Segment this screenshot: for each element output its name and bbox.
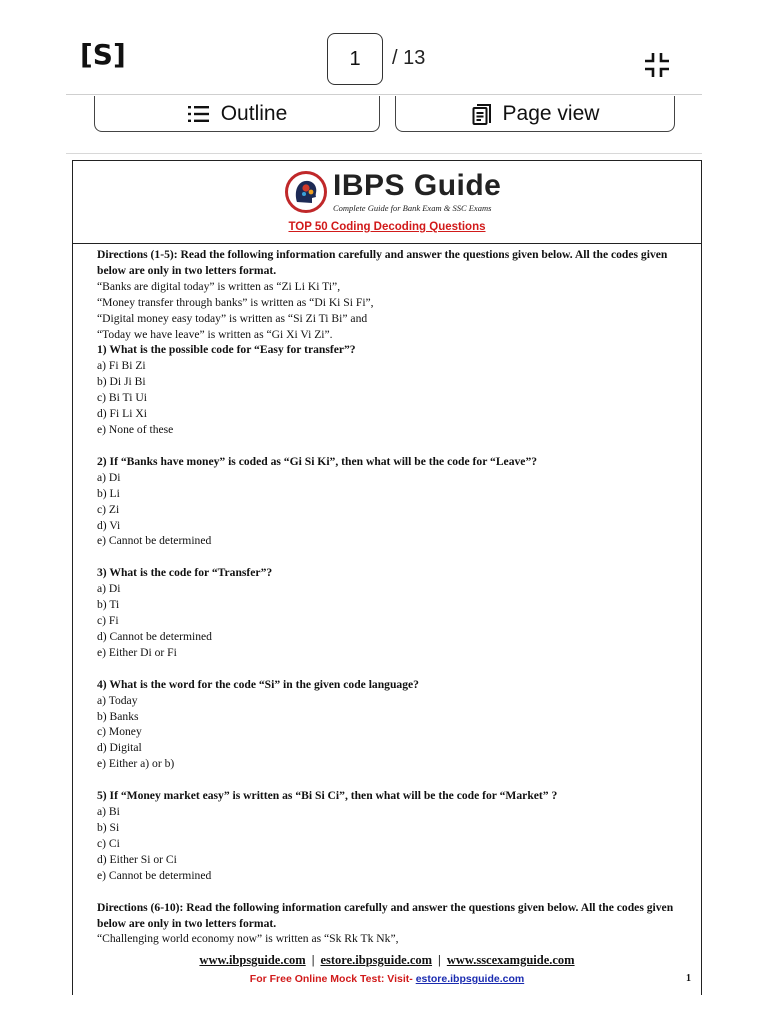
footer-mock-link[interactable]: estore.ibpsguide.com (415, 973, 525, 985)
statement: “Digital money easy today” is written as “Si Zi Ti Bi” and (97, 311, 368, 325)
question-3: 3) What is the code for “Transfer”? (97, 566, 273, 580)
outline-list-icon (187, 104, 211, 124)
footer-mock-text: For Free Online Mock Test: Visit- (249, 973, 413, 985)
tab-page-view[interactable] (395, 96, 675, 132)
question-1: 1) What is the possible code for “Easy for transfer”? (97, 343, 356, 357)
document-page (72, 160, 702, 995)
option: e) None of these (97, 422, 174, 436)
option: a) Di (97, 470, 121, 484)
option: d) Either Si or Ci (97, 852, 177, 866)
document-subtitle: TOP 50 Coding Decoding Questions (288, 221, 486, 233)
footer-link-ibpsguide[interactable]: www.ibpsguide.com (199, 953, 306, 967)
option: c) Fi (97, 614, 119, 628)
footer-link-sscexamguide[interactable]: www.sscexamguide.com (446, 953, 575, 967)
document-footer-mock (73, 973, 701, 985)
option: d) Digital (97, 741, 142, 755)
head-gears-icon (285, 171, 327, 213)
directions-1: Directions (1-5): Read the following information carefully and answer the questions given below. All the codes given below are only in two letters format. (97, 248, 668, 277)
toolbar-divider (66, 94, 702, 95)
option: c) Zi (97, 502, 120, 516)
collapse-icon[interactable] (644, 52, 670, 78)
option: c) Money (97, 725, 142, 739)
document-footer-links (73, 953, 701, 968)
statement: “Banks are digital today” is written as “Zi Li Ki Ti”, (97, 279, 341, 293)
page-total-label: / 13 (392, 47, 426, 69)
logo-tagline: Complete Guide for Bank Exam & SSC Exams (333, 203, 492, 213)
option: e) Cannot be determined (97, 534, 212, 548)
document-header (73, 161, 701, 244)
option: b) Di Ji Bi (97, 375, 146, 389)
page-view-icon (471, 102, 493, 126)
logo-title: IBPS Guide (333, 169, 502, 202)
statement: “Money transfer through banks” is written as “Di Ki Si Fi”, (97, 295, 374, 309)
document-body (97, 247, 681, 947)
footer-separator: | (438, 953, 441, 967)
document-page-number: 1 (686, 973, 691, 984)
ibps-logo (285, 171, 501, 213)
option: a) Fi Bi Zi (97, 359, 146, 373)
directions-2: Directions (6-10): Read the following information carefully and answer the questions given below. All the codes given below are only in two letters format. (97, 900, 674, 930)
option: d) Vi (97, 518, 121, 532)
question-4: 4) What is the word for the code “Si” in the given code language? (97, 677, 419, 691)
option: c) Ci (97, 836, 120, 850)
option: a) Bi (97, 805, 120, 819)
footer-link-estore[interactable]: estore.ibpsguide.com (320, 953, 433, 967)
app-logo[interactable]: [S] (80, 38, 126, 71)
question-5: 5) If “Money market easy” is written as “Bi Si Ci”, then what will be the code for “Market” ? (97, 789, 558, 803)
option: d) Fi Li Xi (97, 407, 147, 421)
option: e) Cannot be determined (97, 868, 212, 882)
option: b) Si (97, 821, 120, 834)
option: b) Banks (97, 709, 139, 723)
page-number-input[interactable]: 1 (327, 33, 383, 85)
tabs-bottom-divider (66, 153, 702, 154)
tab-page-view-label: Page view (502, 101, 600, 125)
tab-outline-label: Outline (220, 101, 288, 125)
option: a) Di (97, 582, 121, 596)
option: b) Ti (97, 598, 120, 612)
statement: “Challenging world economy now” is written as “Sk Rk Tk Nk”, (97, 932, 399, 946)
option: a) Today (97, 693, 138, 707)
statement: “Today we have leave” is written as “Gi Xi Vi Zi”. (97, 327, 333, 341)
option: d) Cannot be determined (97, 629, 212, 643)
option: b) Li (97, 486, 120, 500)
tab-outline[interactable] (94, 96, 380, 132)
viewer-toolbar (0, 0, 768, 92)
option: e) Either a) or b) (97, 757, 175, 771)
question-2: 2) If “Banks have money” is coded as “Gi Si Ki”, then what will be the code for “Leave”? (97, 454, 538, 468)
option: e) Either Di or Fi (97, 645, 177, 659)
footer-separator: | (311, 953, 315, 967)
option: c) Bi Ti Ui (97, 391, 147, 405)
